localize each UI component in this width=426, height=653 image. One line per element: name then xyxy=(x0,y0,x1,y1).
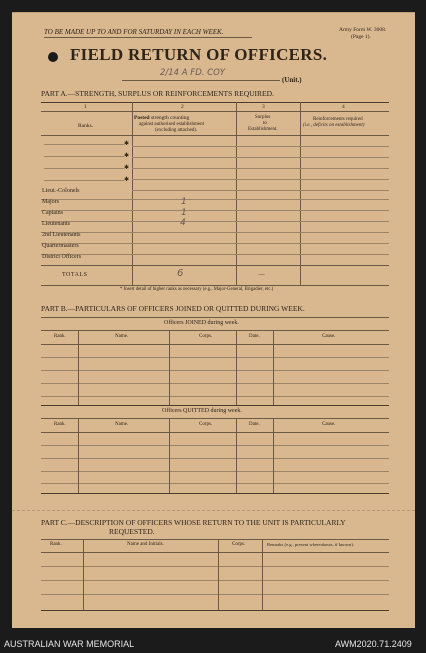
col-surplus-header-3: Establishment. xyxy=(248,127,278,132)
part-c-vline xyxy=(83,539,84,610)
quitted-vline xyxy=(273,418,274,493)
joined-col-corps: Corps. xyxy=(199,334,213,339)
asterisk-icon: ✱ xyxy=(124,165,130,171)
quitted-row-rule xyxy=(41,471,389,472)
col-num-4: 4 xyxy=(342,104,345,110)
quitted-row-rule xyxy=(41,445,389,446)
paper-fold-line xyxy=(12,510,415,511)
part-a-vline-2 xyxy=(236,102,237,286)
quitted-row-rule xyxy=(41,458,389,459)
joined-vline xyxy=(236,330,237,405)
quitted-col-date: Date. xyxy=(249,422,260,427)
part-c-row-rule xyxy=(41,594,389,595)
form-number: Army Form W. 3008. xyxy=(339,27,387,33)
part-a-vline-3 xyxy=(300,102,301,286)
rank-label: Captains xyxy=(42,210,63,216)
total-surplus-mark: — xyxy=(258,270,265,278)
joined-bottom-rule xyxy=(41,405,389,406)
joined-col-name: Name. xyxy=(115,334,129,339)
col-num-rule xyxy=(41,111,389,112)
part-c-top-rule xyxy=(41,539,389,540)
part-a-top-rule xyxy=(41,102,389,103)
col-posted-header-3: (excluding attached). xyxy=(155,128,198,133)
footer-left: AUSTRALIAN WAR MEMORIAL xyxy=(4,639,135,649)
col-reinf-header: Reinforcements required xyxy=(313,117,363,122)
joined-vline xyxy=(273,330,274,405)
blank-rank-line xyxy=(44,180,124,181)
part-a-header-rule xyxy=(41,135,389,136)
rank-label: 2nd Lieutenants xyxy=(42,232,81,238)
rank-label: Majors xyxy=(42,199,59,205)
posted-bold: Posted xyxy=(134,115,150,121)
rank-label: Lieut.-Colonels xyxy=(42,188,80,194)
form-title: FIELD RETURN OF OFFICERS. xyxy=(70,45,328,64)
part-c-header-rule xyxy=(41,552,389,553)
quitted-col-name: Name. xyxy=(115,422,129,427)
quitted-bottom-rule xyxy=(41,493,389,494)
footer-right: AWM2020.71.2409 xyxy=(335,639,412,649)
part-c-col-remarks: Remarks (e.g., present whereabouts, if known). xyxy=(267,542,355,547)
quitted-col-cause: Cause. xyxy=(322,422,336,427)
joined-col-date: Date. xyxy=(249,334,260,339)
total-posted-value: 6 xyxy=(177,268,184,279)
row-rule xyxy=(41,243,389,244)
rank-label: District Officers xyxy=(42,254,82,260)
part-c-vline xyxy=(218,539,219,610)
rank-label: Quartermasters xyxy=(42,243,79,249)
part-c-row-rule xyxy=(41,580,389,581)
col-num-1: 1 xyxy=(84,104,87,110)
row-rule xyxy=(132,157,389,158)
totals-bottom-rule xyxy=(41,285,389,286)
joined-title: Officers JOINED during week. xyxy=(164,320,239,326)
row-rule xyxy=(132,146,389,147)
joined-row-rule xyxy=(41,396,389,397)
quitted-col-rank: Rank. xyxy=(54,422,66,427)
part-a-heading: PART A.—STRENGTH, SURPLUS OR REINFORCEMENTS REQUIRED. xyxy=(41,89,274,98)
quitted-col-corps: Corps. xyxy=(199,422,213,427)
joined-col-cause: Cause. xyxy=(322,334,336,339)
asterisk-icon: ✱ xyxy=(124,177,130,183)
row-rule xyxy=(132,168,389,169)
part-b-heading: PART B.—PARTICULARS OF OFFICERS JOINED OR QUITTED DURING WEEK. xyxy=(41,304,305,313)
page-number: (Page 1). xyxy=(351,34,371,40)
joined-col-rank: Rank. xyxy=(54,334,66,339)
instruction-underline xyxy=(44,37,252,38)
col-posted-header-2: against authorised establishment xyxy=(139,122,204,127)
quitted-title: Officers QUITTED during week. xyxy=(162,408,242,414)
unit-line xyxy=(122,80,280,81)
joined-row-rule xyxy=(41,357,389,358)
joined-vline xyxy=(78,330,79,405)
majors-posted-value: 1 xyxy=(181,197,187,207)
col-reinf-header-2: (i.e., deficits on establishment) xyxy=(303,123,365,128)
row-rule xyxy=(132,190,389,191)
row-rule xyxy=(41,232,389,233)
posted-rest: strength counting xyxy=(149,115,190,121)
asterisk-icon: ✱ xyxy=(124,153,130,159)
part-c-col-rank: Rank. xyxy=(50,542,62,547)
instruction-line: TO BE MADE UP TO AND FOR SATURDAY IN EACH WEEK. xyxy=(44,28,224,36)
quitted-vline xyxy=(169,418,170,493)
row-rule xyxy=(41,199,389,200)
part-c-heading: PART C.—DESCRIPTION OF OFFICERS WHOSE RETURN TO THE UNIT IS PARTICULARLY xyxy=(41,518,346,527)
part-a-footnote: * Insert detail of higher ranks as necessary (e.g., Major-General, Brigadier, etc.) xyxy=(120,287,274,292)
part-c-col-name: Name and Initials. xyxy=(127,542,164,547)
quitted-header-rule xyxy=(41,432,389,433)
totals-top-rule xyxy=(41,265,389,266)
joined-row-rule xyxy=(41,383,389,384)
part-c-col-corps: Corps. xyxy=(232,542,246,547)
part-c-row-rule xyxy=(41,566,389,567)
quitted-title-rule xyxy=(41,418,389,419)
col-posted-header xyxy=(134,115,189,121)
quitted-row-rule xyxy=(41,483,389,484)
joined-vline xyxy=(169,330,170,405)
captains-posted-value: 1 xyxy=(181,208,187,218)
col-surplus-header-2: to xyxy=(263,121,267,126)
lieutenants-posted-value: 4 xyxy=(180,218,186,228)
col-num-3: 3 xyxy=(262,104,265,110)
row-rule xyxy=(132,179,389,180)
part-c-bottom-rule xyxy=(41,610,389,611)
part-c-vline xyxy=(262,539,263,610)
joined-header-rule xyxy=(41,344,389,345)
quitted-vline xyxy=(236,418,237,493)
part-a-vline-1 xyxy=(132,102,133,286)
blank-rank-line xyxy=(44,168,124,169)
totals-label: TOTALS xyxy=(62,272,88,278)
joined-title-rule xyxy=(41,330,389,331)
joined-row-rule xyxy=(41,370,389,371)
rank-label: Lieutenants xyxy=(42,221,70,227)
punch-hole xyxy=(48,52,58,62)
unit-label: (Unit.) xyxy=(282,76,302,84)
row-rule xyxy=(41,254,389,255)
quitted-vline xyxy=(78,418,79,493)
col-ranks-header: Ranks. xyxy=(78,123,94,129)
blank-rank-line xyxy=(44,144,124,145)
unit-handwritten: 2/14 A FD. COY xyxy=(160,68,225,78)
row-rule xyxy=(41,210,389,211)
form-paper xyxy=(12,12,415,628)
row-rule xyxy=(41,221,389,222)
asterisk-icon: ✱ xyxy=(124,141,130,147)
blank-rank-line xyxy=(44,156,124,157)
part-b-top-rule xyxy=(41,317,389,318)
part-c-heading-2: REQUESTED. xyxy=(109,527,155,536)
col-num-2: 2 xyxy=(181,104,184,110)
col-surplus-header: Surplus xyxy=(255,115,271,120)
